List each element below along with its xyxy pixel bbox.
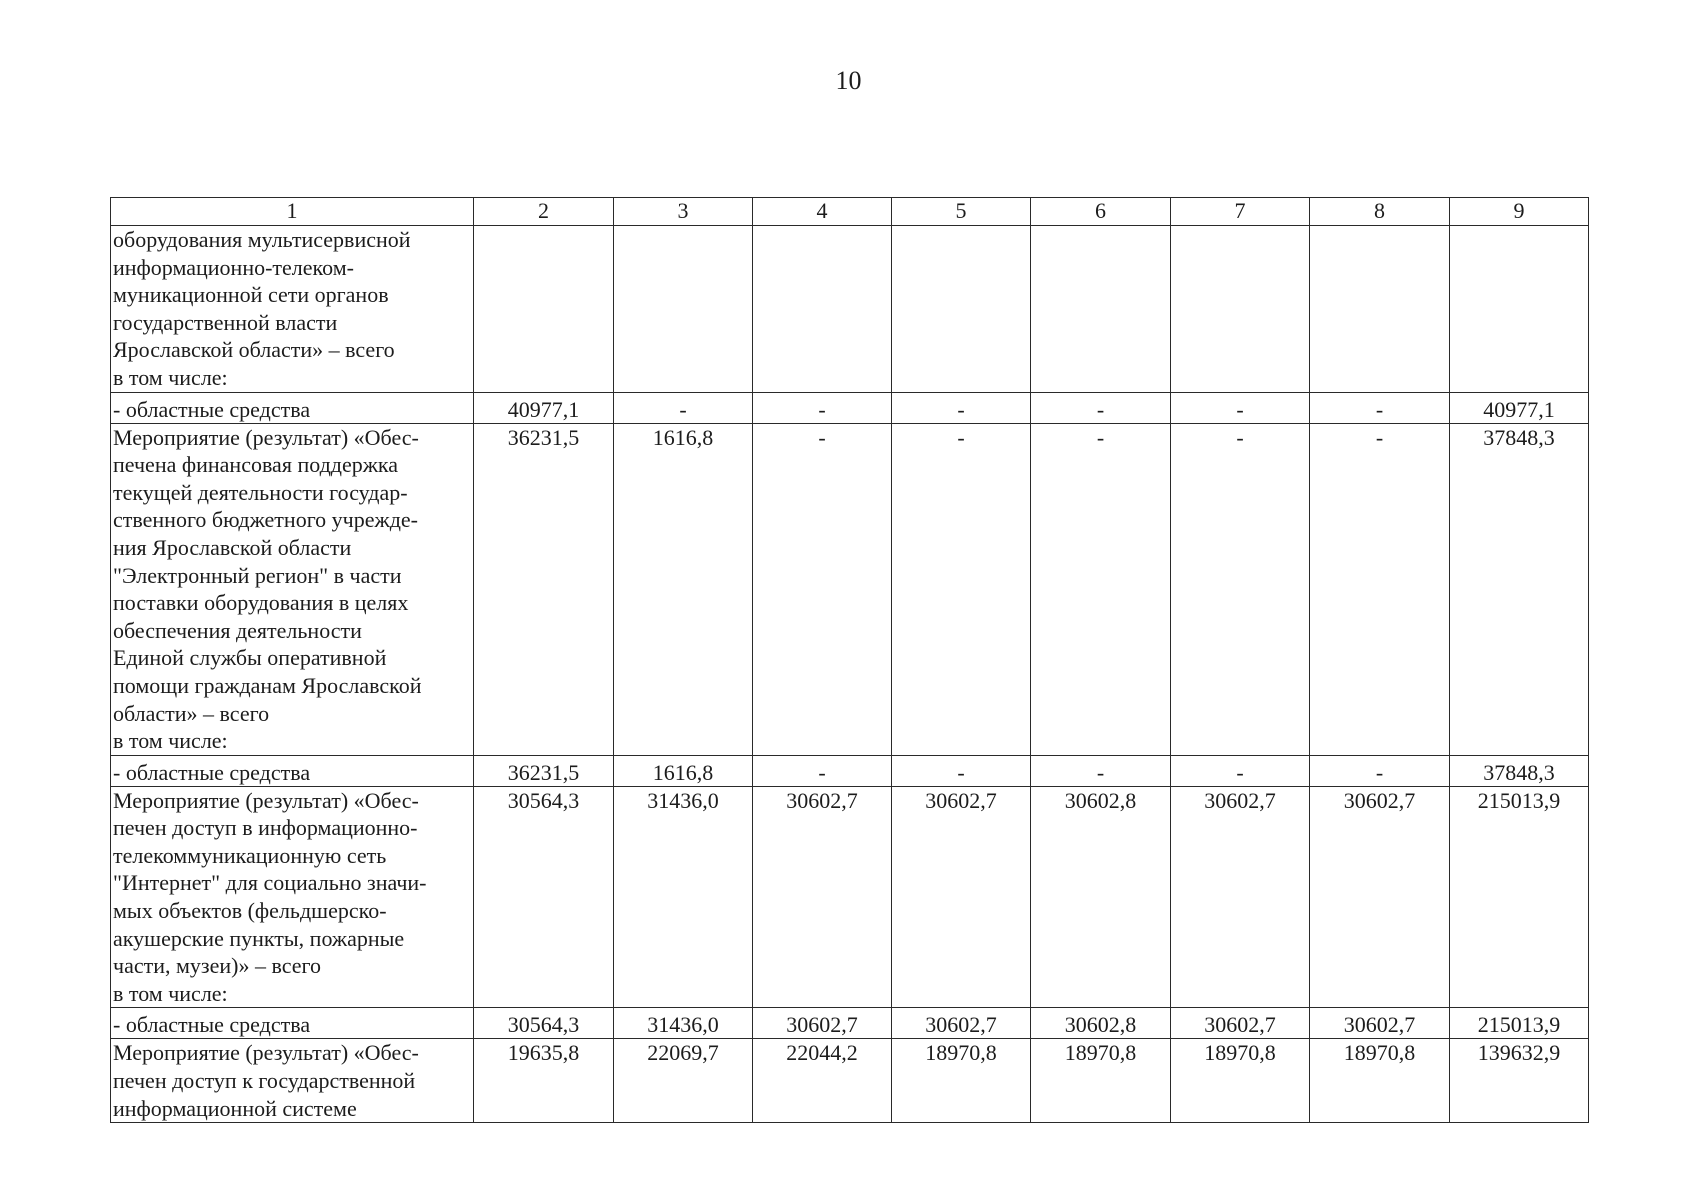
column-header: 7 (1171, 198, 1310, 226)
table-cell: 30602,7 (1310, 786, 1450, 1008)
table-cell: 18970,8 (1031, 1039, 1171, 1123)
table-row (111, 1008, 1589, 1039)
row-label: - областные средства (111, 755, 474, 786)
column-header: 4 (753, 198, 892, 226)
table-cell: 139632,9 (1450, 1039, 1589, 1123)
table-cell: - (753, 423, 892, 755)
table-cell: 37848,3 (1450, 755, 1589, 786)
table-cell: 30564,3 (474, 786, 614, 1008)
table-cell: 31436,0 (614, 1008, 753, 1039)
table-cell: - (1310, 423, 1450, 755)
table-cell: 30602,7 (753, 786, 892, 1008)
table-cell (1031, 226, 1171, 393)
row-label: Мероприятие (результат) «Обес- печен доступ к государственной информационной системе (111, 1039, 474, 1123)
table-row (111, 226, 1589, 393)
table-cell: - (753, 392, 892, 423)
table-cell: - (1031, 423, 1171, 755)
table-cell (474, 226, 614, 393)
table-cell: 1616,8 (614, 755, 753, 786)
table-cell (1450, 226, 1589, 393)
table-row (111, 423, 1589, 755)
funding-table (110, 197, 1589, 1123)
table-cell: 18970,8 (892, 1039, 1031, 1123)
table-cell: 30602,7 (753, 1008, 892, 1039)
table-row (111, 786, 1589, 1008)
table-cell: - (1310, 392, 1450, 423)
column-header: 8 (1310, 198, 1450, 226)
table-row (111, 1039, 1589, 1123)
table-cell: - (1171, 423, 1310, 755)
row-label: Мероприятие (результат) «Обес- печен доступ в информационно- телекоммуникационную сеть "Интернет" для социально значи- мых объектов (фельдшерско- акушерские пункты, пожарные части, музеи)» – всего в том числе: (111, 786, 474, 1008)
table-row (111, 755, 1589, 786)
table-cell: - (1171, 755, 1310, 786)
table-cell (892, 226, 1031, 393)
table-cell: 30602,7 (892, 786, 1031, 1008)
column-header: 9 (1450, 198, 1589, 226)
table-cell: 22069,7 (614, 1039, 753, 1123)
table-cell: 215013,9 (1450, 786, 1589, 1008)
table-cell: 30602,7 (1310, 1008, 1450, 1039)
table-cell: - (1031, 392, 1171, 423)
table-cell: 31436,0 (614, 786, 753, 1008)
table-cell (753, 226, 892, 393)
table-cell: 30602,7 (892, 1008, 1031, 1039)
table-cell (614, 226, 753, 393)
table-cell: 30602,8 (1031, 786, 1171, 1008)
table-cell: 18970,8 (1171, 1039, 1310, 1123)
table-cell: 18970,8 (1310, 1039, 1450, 1123)
table-cell: 40977,1 (1450, 392, 1589, 423)
row-label: Мероприятие (результат) «Обес- печена финансовая поддержка текущей деятельности государ- ственного бюджетного учрежде- ния Ярославской области "Электронный регион" в части поставки оборудования в целях обеспечения деятельности Единой службы оперативной помощи гражданам Ярославской области» – всего в том числе: (111, 423, 474, 755)
table-cell: - (892, 392, 1031, 423)
table-cell: - (614, 392, 753, 423)
row-label: - областные средства (111, 392, 474, 423)
column-header: 1 (111, 198, 474, 226)
table-row (111, 392, 1589, 423)
column-header: 3 (614, 198, 753, 226)
table-cell: 30602,7 (1171, 1008, 1310, 1039)
table-cell: 40977,1 (474, 392, 614, 423)
table-cell: 22044,2 (753, 1039, 892, 1123)
column-number-row (111, 198, 1589, 226)
table-cell: 30602,8 (1031, 1008, 1171, 1039)
table-cell: 215013,9 (1450, 1008, 1589, 1039)
column-header: 5 (892, 198, 1031, 226)
column-header: 6 (1031, 198, 1171, 226)
table-cell (1171, 226, 1310, 393)
table-cell: - (1310, 755, 1450, 786)
table-cell: - (1031, 755, 1171, 786)
table-cell: 37848,3 (1450, 423, 1589, 755)
page-number: 10 (835, 66, 862, 95)
table-cell: 1616,8 (614, 423, 753, 755)
row-label: оборудования мультисервисной информационно-телеком- муникационной сети органов государственной власти Ярославской области» – всего в том числе: (111, 226, 474, 393)
table-cell: - (1171, 392, 1310, 423)
table-cell: 36231,5 (474, 423, 614, 755)
row-label: - областные средства (111, 1008, 474, 1039)
table-cell: 36231,5 (474, 755, 614, 786)
table-cell: - (892, 423, 1031, 755)
table-cell: 19635,8 (474, 1039, 614, 1123)
column-header: 2 (474, 198, 614, 226)
table-cell: 30564,3 (474, 1008, 614, 1039)
table-cell: - (892, 755, 1031, 786)
table-cell (1310, 226, 1450, 393)
table-cell: - (753, 755, 892, 786)
table-cell: 30602,7 (1171, 786, 1310, 1008)
